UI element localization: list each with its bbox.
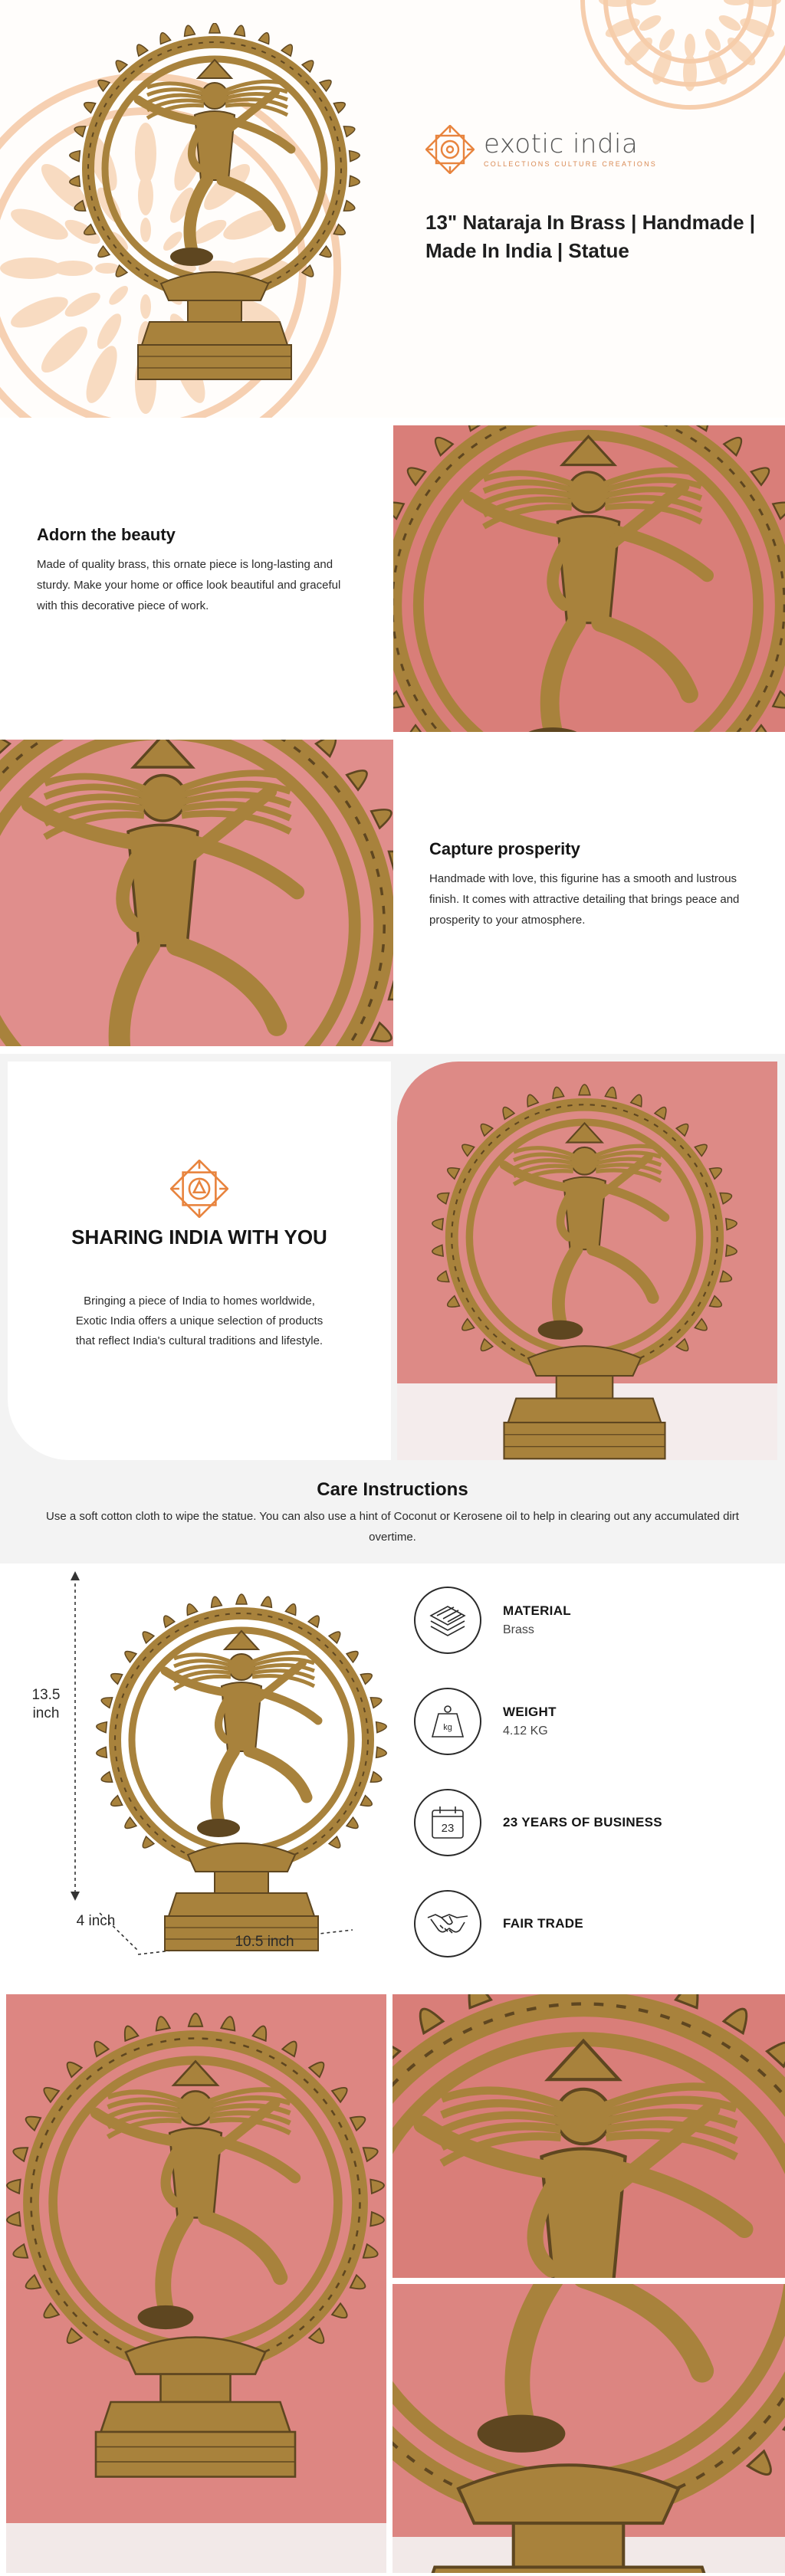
- feature-capture-section: [0, 740, 785, 1054]
- spec-label: WEIGHT: [503, 1705, 557, 1719]
- sharing-card: [8, 1062, 391, 1460]
- feature-body: Made of quality brass, this ornate piece is long-lasting and sturdy. Make your home or office look beautiful and graceful with this decorative piece of work.: [37, 558, 341, 612]
- spec-value: 4.12 KG: [503, 1724, 548, 1738]
- hero-section: [0, 0, 785, 418]
- feature-body: Handmade with love, this figurine has a smooth and lustrous finish. It comes with attractive detailing that brings peace and prosperity to your atmosphere.: [429, 872, 740, 927]
- sharing-body: Bringing a piece of India to homes worldwide, Exotic India offers a unique selection of products that reflect India's cultural traditions and lifestyle.: [75, 1295, 324, 1347]
- handshake-icon: [414, 1890, 481, 1957]
- gallery-image-base-closeup: [392, 2284, 785, 2573]
- yantra-logo-icon: [425, 125, 475, 174]
- gallery-image-back-view: [6, 1994, 386, 2573]
- mandala-decoration-top-right: [563, 0, 785, 123]
- sharing-section: [0, 1054, 785, 1564]
- spec-fair-trade: [414, 1890, 583, 1957]
- feature-adorn-section: [0, 418, 785, 740]
- dimension-height-label: 13.5 inch: [31, 1687, 61, 1721]
- brand-name: exotic india: [484, 129, 639, 159]
- feature-title: Adorn the beauty: [37, 525, 176, 544]
- calendar-icon-text: 23: [441, 1822, 455, 1835]
- feature-title: Capture prosperity: [429, 839, 580, 858]
- gallery-image-face-closeup: [392, 1994, 785, 2278]
- feature-adorn-text: [37, 525, 359, 616]
- feature-adorn-image: [393, 425, 785, 732]
- yantra-icon: [170, 1160, 228, 1218]
- spec-material: [414, 1587, 571, 1654]
- spec-weight: [414, 1688, 557, 1755]
- sharing-statue-image: [397, 1062, 777, 1460]
- hero-statue-image: [69, 23, 360, 399]
- calendar-icon: [414, 1789, 481, 1856]
- dimension-lines: [0, 1564, 399, 1985]
- material-icon: [414, 1587, 481, 1654]
- care-body: Use a soft cotton cloth to wipe the statue. You can also use a hint of Coconut or Kerosene oil to help in clearing out any accumulated dirt overtime.: [46, 1510, 739, 1544]
- care-title: Care Instructions: [317, 1479, 468, 1500]
- spec-label: MATERIAL: [503, 1603, 571, 1618]
- gallery-section: [0, 1985, 785, 2576]
- product-title: 13" Nataraja In Brass | Handmade | Made In India | Statue: [425, 211, 756, 262]
- brand-logo-row: [425, 125, 657, 174]
- feature-capture-text: [429, 839, 751, 930]
- specs-section: [0, 1564, 785, 1985]
- feature-capture-image: [0, 740, 393, 1046]
- spec-value: Brass: [503, 1623, 534, 1636]
- spec-label: 23 YEARS OF BUSINESS: [503, 1815, 662, 1829]
- brand-tagline: COLLECTIONS CULTURE CREATIONS: [484, 160, 657, 168]
- spec-years: [414, 1789, 662, 1856]
- sharing-title: SHARING INDIA WITH YOU: [71, 1226, 327, 1249]
- weight-icon: [414, 1688, 481, 1755]
- spec-label: FAIR TRADE: [503, 1916, 583, 1931]
- dimension-width-label: 10.5 inch: [235, 1934, 294, 1950]
- weight-icon-text: kg: [443, 1723, 452, 1732]
- dimension-depth-label: 4 inch: [76, 1913, 116, 1929]
